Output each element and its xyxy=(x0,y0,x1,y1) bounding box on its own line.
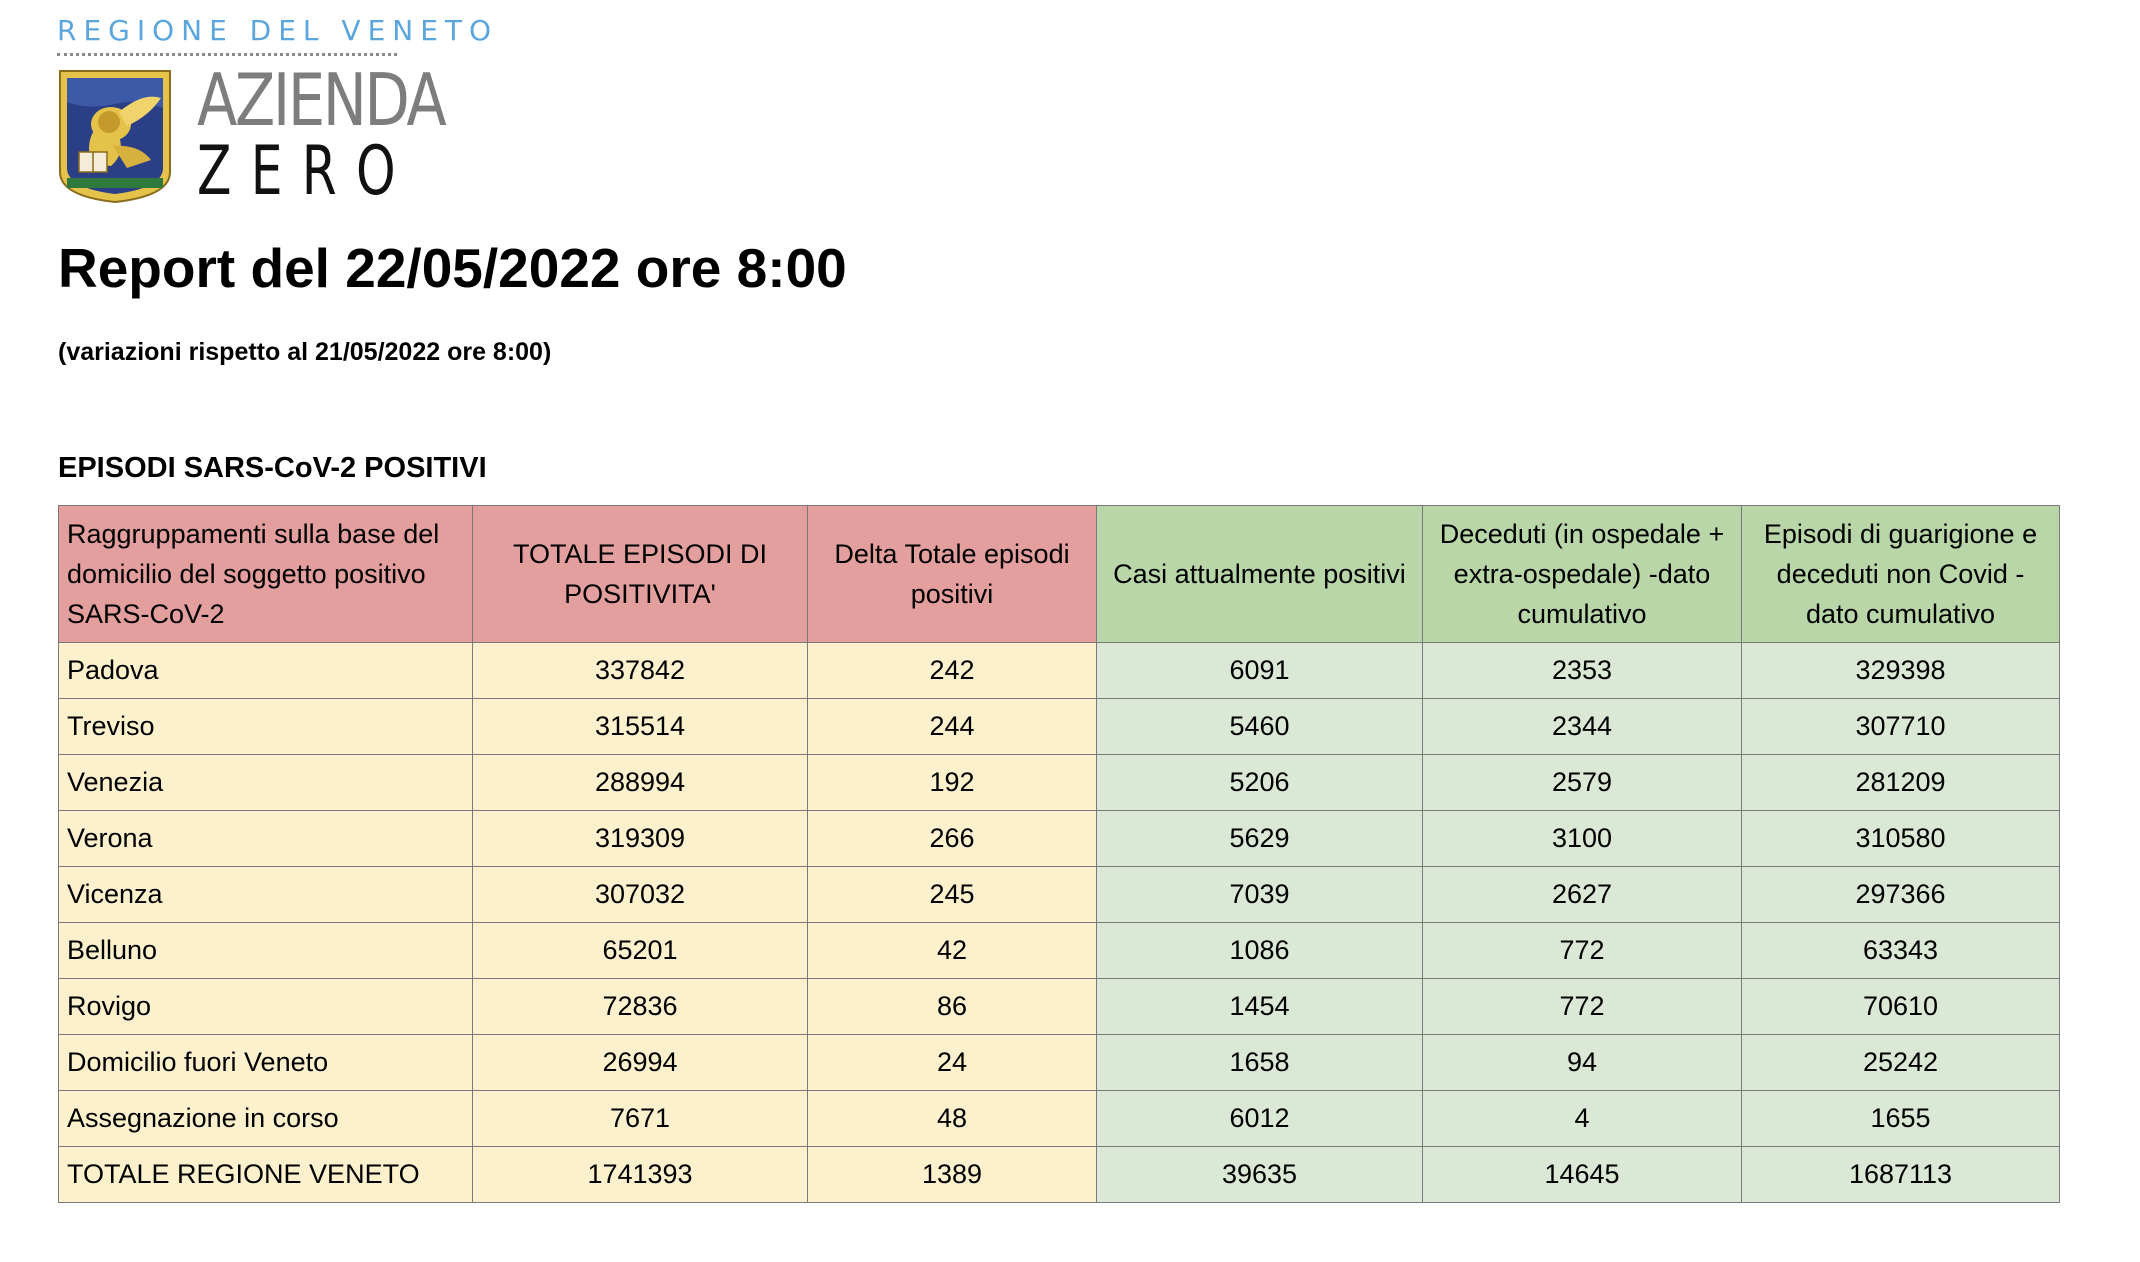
cell-area-name: Domicilio fuori Veneto xyxy=(59,1035,473,1091)
cell-totale-episodi: 288994 xyxy=(473,755,808,811)
cell-area-name: Vicenza xyxy=(59,867,473,923)
cell-deceduti: 4 xyxy=(1423,1091,1742,1147)
header-guarigione: Episodi di guarigione e deceduti non Covid - dato cumulativo xyxy=(1742,506,2060,643)
header-casi-positivi: Casi attualmente positivi xyxy=(1097,506,1423,643)
cell-area-name: Rovigo xyxy=(59,979,473,1035)
cell-deceduti: 2353 xyxy=(1423,643,1742,699)
cell-guarigione: 297366 xyxy=(1742,867,2060,923)
table-row xyxy=(59,979,2060,1035)
table-body xyxy=(59,643,2060,1203)
table-row xyxy=(59,643,2060,699)
table-row xyxy=(59,811,2060,867)
table-row xyxy=(59,699,2060,755)
cell-guarigione: 307710 xyxy=(1742,699,2060,755)
cell-guarigione: 63343 xyxy=(1742,923,2060,979)
cell-casi-positivi: 5460 xyxy=(1097,699,1423,755)
cell-delta-totale: 244 xyxy=(808,699,1097,755)
report-subtitle: (variazioni rispetto al 21/05/2022 ore 8:00) xyxy=(58,338,552,366)
cell-area-name: Treviso xyxy=(59,699,473,755)
table-row xyxy=(59,1035,2060,1091)
dotted-divider xyxy=(57,53,397,56)
report-title: Report del 22/05/2022 ore 8:00 xyxy=(58,237,847,299)
cell-area-name: Assegnazione in corso xyxy=(59,1091,473,1147)
cell-delta-totale: 266 xyxy=(808,811,1097,867)
cell-casi-positivi: 6012 xyxy=(1097,1091,1423,1147)
section-title: EPISODI SARS-CoV-2 POSITIVI xyxy=(58,452,487,484)
cell-area-name: Verona xyxy=(59,811,473,867)
cell-area-name: Padova xyxy=(59,643,473,699)
header-delta-totale: Delta Totale episodi positivi xyxy=(808,506,1097,643)
cell-deceduti: 2344 xyxy=(1423,699,1742,755)
cell-casi-positivi: 6091 xyxy=(1097,643,1423,699)
cell-casi-positivi: 7039 xyxy=(1097,867,1423,923)
cell-delta-totale: 86 xyxy=(808,979,1097,1035)
table-row xyxy=(59,1091,2060,1147)
cell-casi-positivi: 5629 xyxy=(1097,811,1423,867)
cell-totale-episodi: 315514 xyxy=(473,699,808,755)
cell-delta-totale: 24 xyxy=(808,1035,1097,1091)
cell-guarigione: 25242 xyxy=(1742,1035,2060,1091)
cell-delta-totale: 242 xyxy=(808,643,1097,699)
cell-deceduti: 3100 xyxy=(1423,811,1742,867)
cell-guarigione: 310580 xyxy=(1742,811,2060,867)
cell-totale-episodi: 319309 xyxy=(473,811,808,867)
cell-area-name: Belluno xyxy=(59,923,473,979)
cell-area-name: TOTALE REGIONE VENETO xyxy=(59,1147,473,1203)
positivity-table xyxy=(58,505,2060,1203)
cell-totale-episodi: 7671 xyxy=(473,1091,808,1147)
table-row xyxy=(59,923,2060,979)
cell-guarigione: 1687113 xyxy=(1742,1147,2060,1203)
table-header-row xyxy=(59,506,2060,643)
cell-totale-episodi: 337842 xyxy=(473,643,808,699)
logo-azienda-text: AZIENDA xyxy=(197,58,445,142)
table-row xyxy=(59,1147,2060,1203)
cell-delta-totale: 48 xyxy=(808,1091,1097,1147)
cell-delta-totale: 1389 xyxy=(808,1147,1097,1203)
cell-totale-episodi: 26994 xyxy=(473,1035,808,1091)
lion-shield-icon xyxy=(57,68,173,204)
table-row xyxy=(59,867,2060,923)
cell-totale-episodi: 72836 xyxy=(473,979,808,1035)
cell-delta-totale: 42 xyxy=(808,923,1097,979)
region-label: REGIONE DEL VENETO xyxy=(57,14,499,47)
cell-totale-episodi: 65201 xyxy=(473,923,808,979)
cell-casi-positivi: 1658 xyxy=(1097,1035,1423,1091)
logo-zero-text: ZERO xyxy=(197,132,415,211)
header-raggruppamenti: Raggruppamenti sulla base del domicilio del soggetto positivo SARS-CoV-2 xyxy=(59,506,473,643)
header-totale-episodi: TOTALE EPISODI DI POSITIVITA' xyxy=(473,506,808,643)
cell-guarigione: 70610 xyxy=(1742,979,2060,1035)
cell-casi-positivi: 1454 xyxy=(1097,979,1423,1035)
logo xyxy=(57,58,445,211)
cell-deceduti: 772 xyxy=(1423,923,1742,979)
cell-guarigione: 329398 xyxy=(1742,643,2060,699)
cell-delta-totale: 245 xyxy=(808,867,1097,923)
cell-casi-positivi: 5206 xyxy=(1097,755,1423,811)
header-deceduti: Deceduti (in ospedale + extra-ospedale) -dato cumulativo xyxy=(1423,506,1742,643)
cell-area-name: Venezia xyxy=(59,755,473,811)
cell-delta-totale: 192 xyxy=(808,755,1097,811)
cell-deceduti: 2627 xyxy=(1423,867,1742,923)
cell-guarigione: 281209 xyxy=(1742,755,2060,811)
header-logo-block xyxy=(57,14,499,211)
cell-casi-positivi: 39635 xyxy=(1097,1147,1423,1203)
cell-casi-positivi: 1086 xyxy=(1097,923,1423,979)
cell-deceduti: 2579 xyxy=(1423,755,1742,811)
cell-totale-episodi: 307032 xyxy=(473,867,808,923)
cell-deceduti: 772 xyxy=(1423,979,1742,1035)
cell-deceduti: 94 xyxy=(1423,1035,1742,1091)
cell-guarigione: 1655 xyxy=(1742,1091,2060,1147)
cell-deceduti: 14645 xyxy=(1423,1147,1742,1203)
table-row xyxy=(59,755,2060,811)
cell-totale-episodi: 1741393 xyxy=(473,1147,808,1203)
